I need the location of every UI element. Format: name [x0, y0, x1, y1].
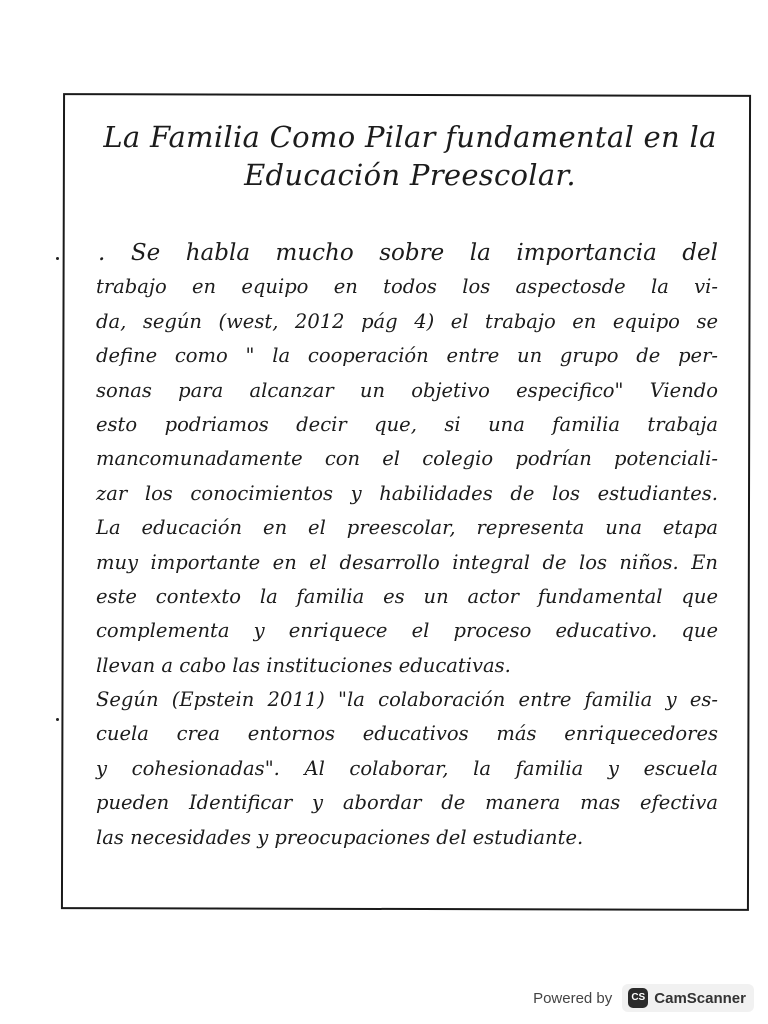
title-line-1: La Familia Como Pilar fundamental en la [103, 120, 717, 154]
text-line: llevan a cabo las instituciones educativas. [96, 653, 511, 677]
text-line: define como " la cooperación entre un grupo de per- [96, 344, 718, 368]
text-line: sonas para alcanzar un objetivo especifico" Viendo [96, 378, 718, 402]
text-line: zar los conocimientos y habilidades de los estudiantes. [96, 481, 718, 505]
text-line: las necesidades y preocupaciones del estudiante. [96, 825, 584, 849]
text-line: mancomunadamente con el colegio podrían potenciali- [96, 447, 718, 471]
text-line: y cohesionadas". Al colaborar, la familia y escuela [96, 756, 718, 780]
text-line: Según (Epstein 2011) "la colaboración entre familia y es- [96, 688, 718, 712]
scanner-watermark [533, 982, 754, 1014]
document-title [90, 118, 730, 194]
text-line: pueden Identificar y abordar de manera mas efectiva [96, 791, 718, 815]
text-line: muy importante en el desarrollo integral de los niños. En [96, 550, 718, 574]
margin-mark [56, 718, 59, 721]
margin-mark [56, 257, 59, 260]
text-line: este contexto la familia es un actor fundamental que [96, 584, 718, 608]
text-line: da, según (west, 2012 pág 4) el trabajo en equipo se [96, 309, 718, 333]
handwritten-body [96, 236, 718, 855]
camscanner-brand-label: CamScanner [654, 989, 746, 1007]
text-line: cuela crea entornos educativos más enriquecedores [96, 722, 718, 746]
title-line-2: Educación Preescolar. [244, 158, 576, 192]
text-line: complementa y enriquece el proceso educativo. que [96, 619, 718, 643]
text-line: esto podriamos decir que, si una familia trabaja [96, 412, 718, 436]
text-line: trabajo en equipo en todos los aspectosde la vi- [96, 275, 718, 299]
text-line: La educación en el preescolar, representa una etapa [96, 516, 718, 540]
text-line: . Se habla mucho sobre la importancia del [98, 240, 718, 266]
camscanner-logo-icon: CS [628, 988, 648, 1008]
powered-by-label: Powered by [533, 989, 613, 1007]
camscanner-badge [622, 984, 754, 1012]
